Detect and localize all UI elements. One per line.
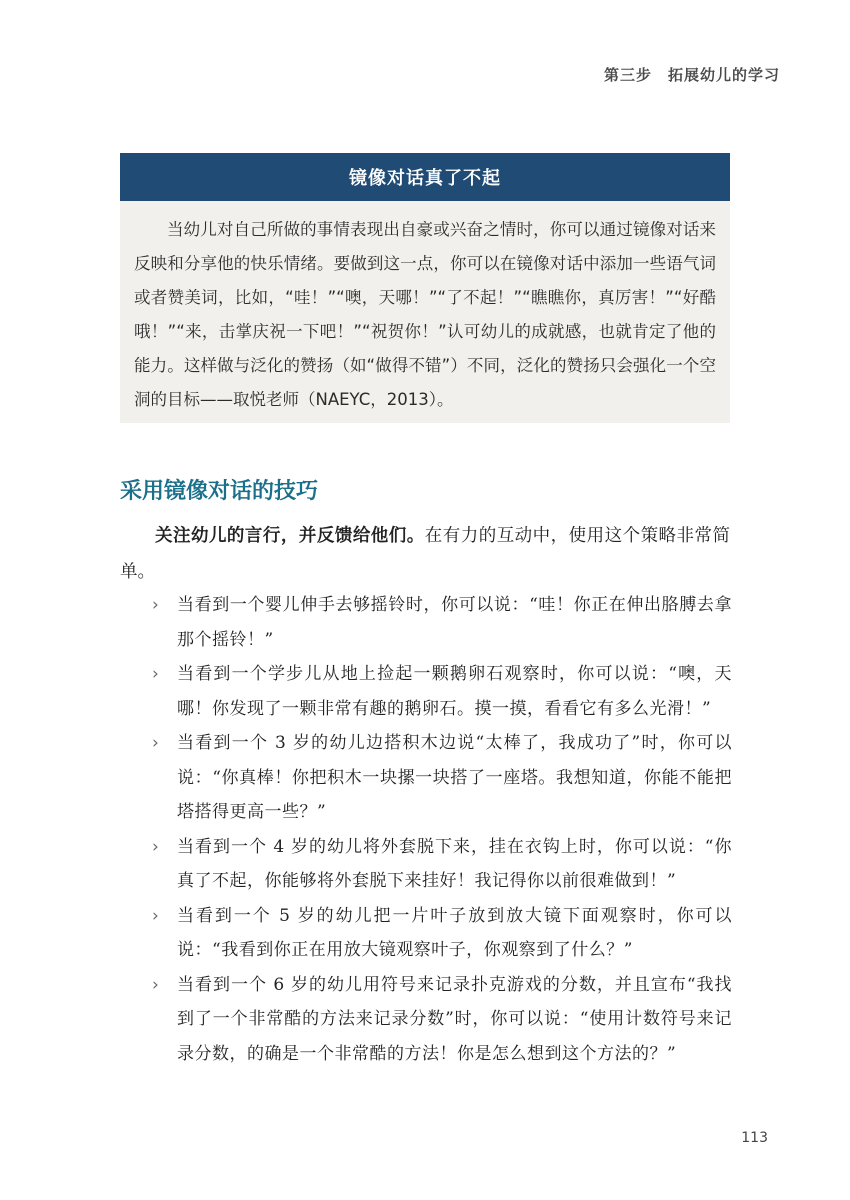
- chevron-right-icon: ›: [152, 595, 159, 615]
- section-heading: 采用镜像对话的技巧: [120, 478, 319, 504]
- chevron-right-icon: ›: [152, 974, 159, 995]
- chevron-right-icon: ›: [152, 664, 159, 684]
- list-item-text: 当看到一个 6 岁的幼儿用符号来记录扑克游戏的分数，并且宣布“我找到了一个非常酷的方法来记录分数”时，你可以说：“使用计数符号来记录分数，的确是一个非常酷的方法！你是怎么想到这个方法的？”: [177, 974, 732, 1064]
- sidebar-box-title: 镜像对话真了不起: [120, 153, 730, 201]
- list-item-text: 当看到一个 4 岁的幼儿将外套脱下来，挂在衣钩上时，你可以说：“你真了不起，你能够将外套脱下来挂好！我记得你以前很难做到！”: [177, 836, 732, 891]
- chevron-right-icon: ›: [152, 905, 159, 926]
- chevron-right-icon: ›: [152, 836, 159, 857]
- list-item: [152, 830, 732, 899]
- intro-paragraph: [120, 518, 730, 590]
- list-item-text: 当看到一个婴儿伸手去够摇铃时，你可以说：“哇！你正在伸出胳膊去拿那个摇铃！”: [177, 595, 732, 650]
- list-item: [152, 899, 732, 968]
- sidebar-box: [120, 153, 730, 423]
- list-item: [152, 657, 732, 726]
- list-item: [152, 726, 732, 830]
- intro-lead: 关注幼儿的言行，并反馈给他们。: [155, 526, 425, 546]
- page-number: 113: [741, 1130, 768, 1146]
- list-item-text: 当看到一个学步儿从地上捡起一颗鹅卵石观察时，你可以说：“噢，天哪！你发现了一颗非常有趣的鹅卵石。摸一摸，看看它有多么光滑！”: [177, 664, 732, 719]
- list-item-text: 当看到一个 3 岁的幼儿边搭积木边说“太棒了，我成功了”时，你可以说：“你真棒！你把积木一块摞一块搭了一座塔。我想知道，你能不能把塔搭得更高一些？”: [177, 733, 732, 822]
- tips-list: [152, 588, 732, 1071]
- intro-rest: 在有力的互动中，使用这个策略非常简单。: [120, 526, 731, 582]
- list-item-text: 当看到一个 5 岁的幼儿把一片叶子放到放大镜下面观察时，你可以说：“我看到你正在用放大镜观察叶子，你观察到了什么？”: [177, 905, 732, 960]
- running-header: 第三步 拓展幼儿的学习: [603, 66, 780, 84]
- sidebar-box-body: 当幼儿对自己所做的事情表现出自豪或兴奋之情时，你可以通过镜像对话来反映和分享他的快乐情绪。要做到这一点，你可以在镜像对话中添加一些语气词或者赞美词，比如，“哇！”“噢，天哪！”“了不起！”“瞧瞧你，真厉害！”“好酷哦！”“来，击掌庆祝一下吧！”“祝贺你！”认可幼儿的成就感，也就肯定了他的能力。这样做与泛化的赞扬（如“做得不错”）不同，泛化的赞扬只会强化一个空洞的目标——取悦老师（NAEYC，2013）。: [134, 220, 716, 409]
- chevron-right-icon: ›: [152, 733, 159, 753]
- list-item: [152, 968, 732, 1072]
- list-item: [152, 588, 732, 657]
